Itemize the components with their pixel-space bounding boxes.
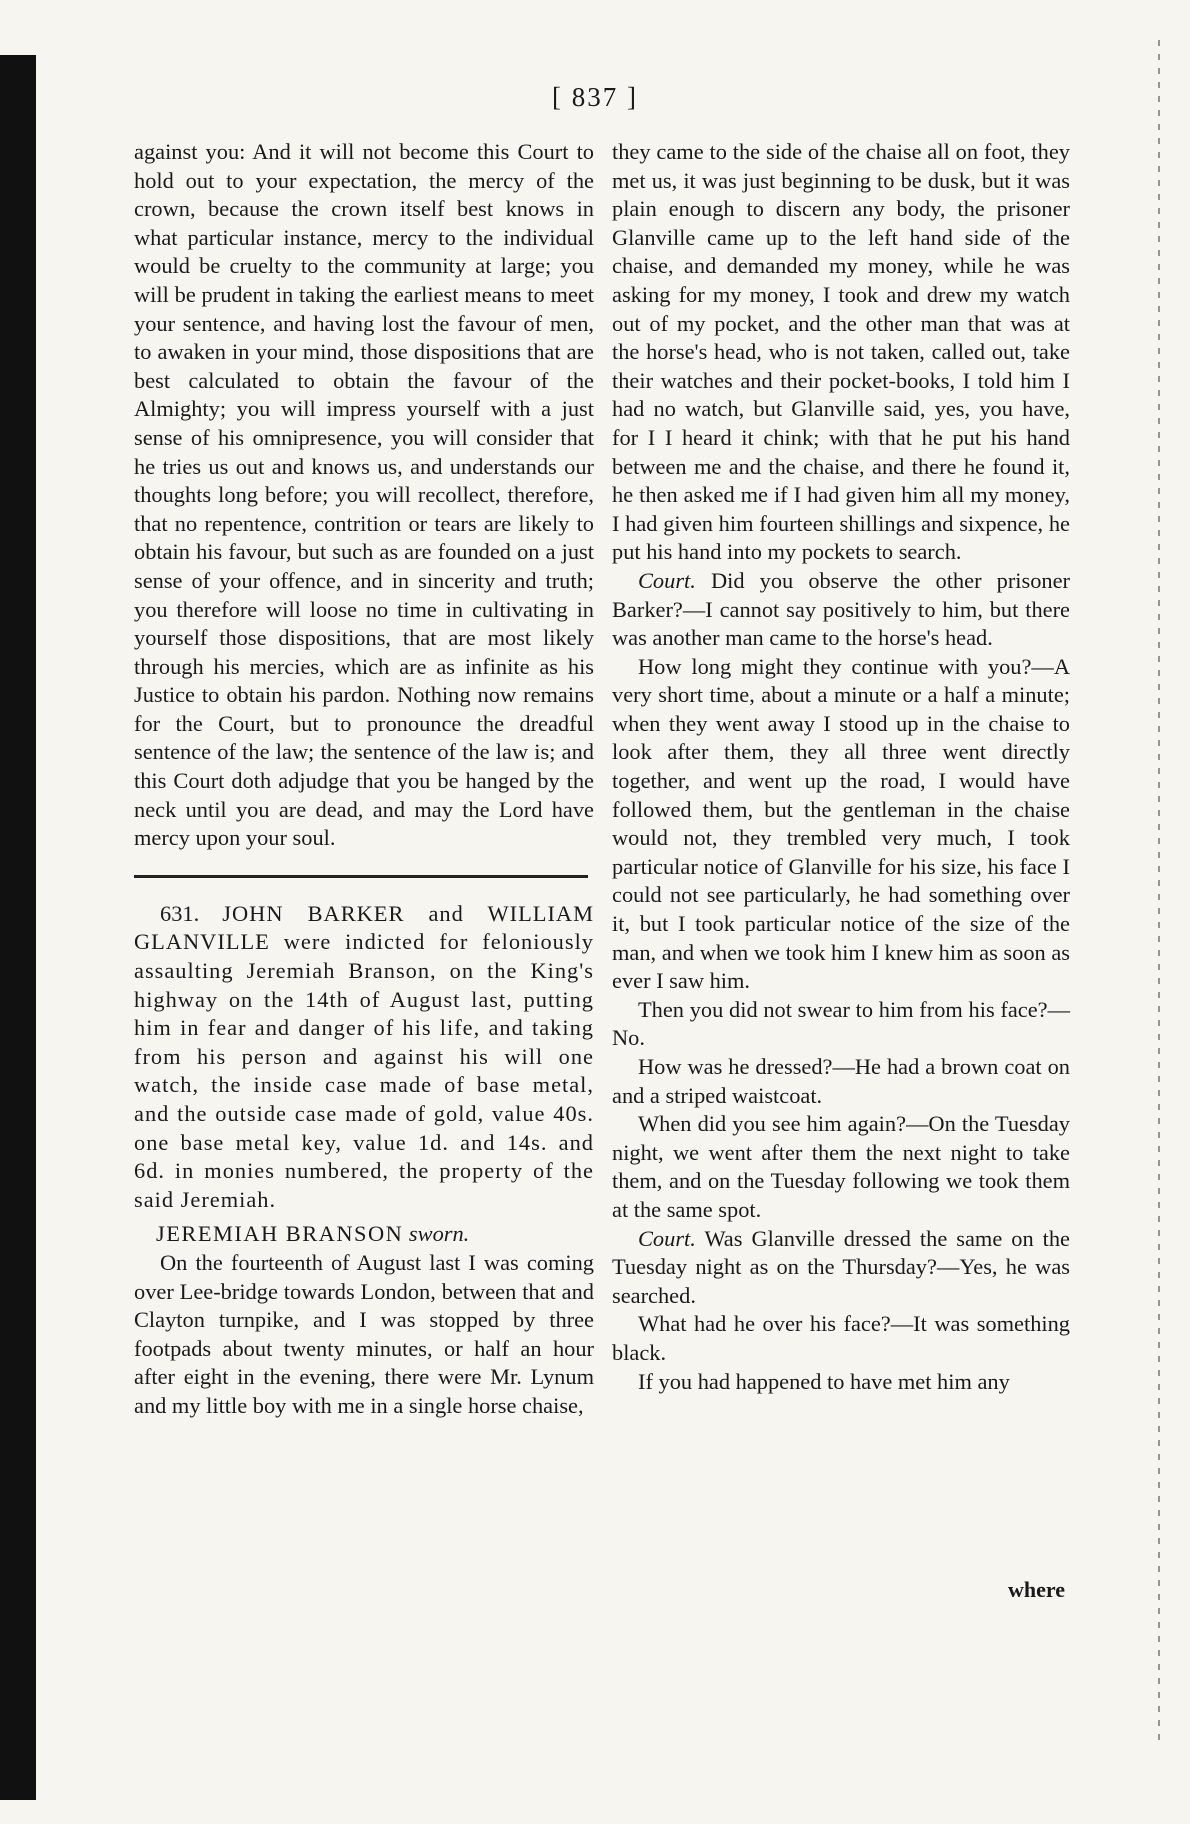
binding-edge	[0, 55, 36, 1800]
case-number: 631.	[160, 900, 200, 926]
page-number-header: [ 837 ]	[552, 82, 638, 112]
exchange-6: When did you see him again?—On the Tuesday night, we went after them the next night to take them, and on the Tuesday following we took them at the same spot.	[612, 1111, 1070, 1222]
exchange-3: How long might they continue with you?—A very short time, about a minute or a half a minute; when they went away I stood up in the chaise to look after them, they all three went directly together, and went up the road, I would have followed them, but the gentleman in the chaise would not, they trembled very much, I took particular notice of Glanville for his size, his face I could not see particularly, he had something over it, but I took particular notice of the size of the man, and when we took him I knew him as soon as ever I saw him.	[612, 653, 1070, 994]
witness-name: JEREMIAH BRANSON	[156, 1221, 404, 1247]
sentence-paragraph: against you: And it will not become this Court to hold out to your expectation, the mercy of the crown, because the crown itself best knows in what particular instance, mercy to the individual would be cruelty to the community at large; you will be prudent in taking the earliest means to meet your sentence, and having lost the favour of men, to awaken in your mind, those dispositions that are best calculated to obtain the favour of the Almighty; you will impress yourself with a just sense of his omnipresence, you will consider that he tries us out and knows us, and understands our thoughts long before; you will recollect, therefore, that no repentence, contrition or tears are likely to obtain his favour, but such as are founded on a just sense of your offence, and in sincerity and truth; you therefore will loose no time in cultivating in yourself those dispositions, that are most likely through his mercies, which are as infinite as his Justice to obtain his pardon. Nothing now remains for the Court, but to pronounce the dreadful sentence of the law; the sentence of the law is; and this Court doth adjudge that you be hanged by the neck until you are dead, and may the Lord have mercy upon your soul.	[134, 139, 594, 851]
right-column	[612, 138, 1070, 1396]
court-question-1-text: Did you observe the other prisoner Barker?—I cannot say positively to him, but there was another man came to the horse's head.	[612, 567, 1070, 651]
court-speaker-1: Court.	[638, 567, 696, 593]
witness-heading	[134, 1220, 594, 1249]
court-speaker-2: Court.	[638, 1225, 696, 1251]
exchange-4: Then you did not swear to him from his face?—No.	[612, 996, 1070, 1051]
case-paragraph	[134, 900, 594, 1215]
witness-sworn: sworn.	[408, 1221, 470, 1247]
court-question-1	[612, 567, 1070, 653]
catchword: where	[1007, 1577, 1065, 1602]
section-divider	[134, 875, 588, 878]
left-column	[134, 138, 594, 1421]
page-edge-marks	[1158, 40, 1160, 1740]
testimony-continued: they came to the side of the chaise all on foot, they met us, it was just beginning to be dusk, but it was plain enough to discern any body, the prisoner Glanville came up to the left hand side of the chaise, and demanded my money, while he was asking for my money, I took and drew my watch out of my pocket, and the other man that was at the horse's head, who is not taken, called out, take their watches and their pocket-books, I told him I had no watch, but Glanville said, yes, you have, for I I heard it chink; with that he put his hand between me and the chaise, and there he found it, he then asked me if I had given him all my money, I had given him fourteen shillings and sixpence, he put his hand into my pockets to search.	[612, 139, 1070, 565]
exchange-5: How was he dressed?—He had a brown coat on and a striped waistcoat.	[612, 1054, 1070, 1108]
case-text: JOHN BARKER and WILLIAM GLANVILLE were indicted for feloniously assaulting Jeremiah Branson, on the King's highway on the 14th of August last, putting him in fear and danger of his life, and taking from his person and against his will one watch, the inside case made of base metal, and the outside case made of gold, value 40s. one base metal key, value 1d. and 14s. and 6d. in monies numbered, the property of the said Jeremiah.	[134, 900, 594, 1212]
court-question-2	[612, 1225, 1070, 1311]
exchange-8: What had he over his face?—It was something black.	[612, 1311, 1070, 1365]
exchange-9: If you had happened to have met him any	[638, 1368, 1010, 1394]
testimony-paragraph: On the fourteenth of August last I was coming over Lee-bridge towards London, between that and Clayton turnpike, and I was stopped by three footpads about twenty minutes, or half an hour after eight in the evening, there were Mr. Lynum and my little boy with me in a single horse chaise,	[134, 1249, 594, 1418]
court-question-2-text: Was Glanville dressed the same on the Tuesday night as on the Thursday?—Yes, he was searched.	[612, 1225, 1070, 1308]
